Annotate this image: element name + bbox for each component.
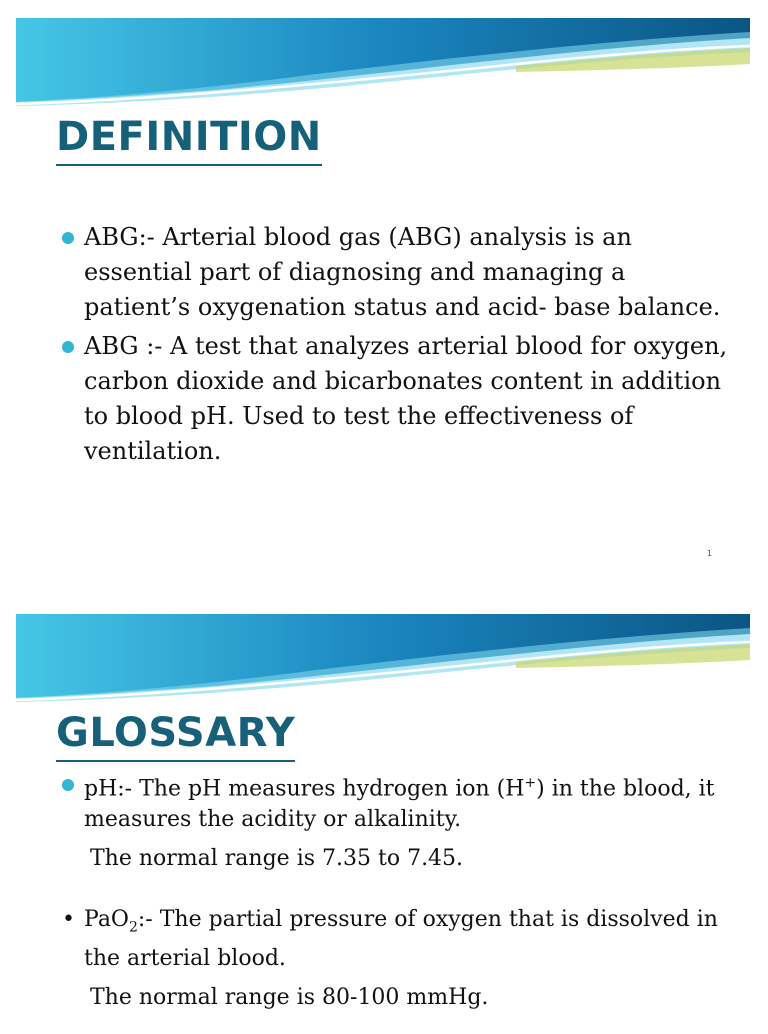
list-item (62, 220, 730, 325)
bullet-glyph: • (62, 907, 75, 932)
bullet-icon (62, 341, 74, 353)
glossary-entry-pao2 (62, 904, 736, 1013)
pao2-subscript: 2 (128, 919, 138, 936)
bullet-icon (62, 779, 74, 791)
pao2-normal-range: The normal range is 80-100 mmHg. (90, 985, 489, 1011)
page-title: GLOSSARY (56, 710, 295, 762)
slide-glossary (16, 614, 750, 1034)
slide-definition (16, 18, 750, 572)
header-wave-decoration (16, 614, 750, 704)
bullet-text: ABG :- A test that analyzes arterial blood for oxygen, carbon dioxide and bicarbonates content in addition to blood pH. Used to test the effectiveness of ventilation. (84, 332, 728, 465)
list-item (62, 329, 730, 469)
bullet-text: ABG:- Arterial blood gas (ABG) analysis is an essential part of diagnosing and managing a patient’s oxygenation status and acid- base balance. (84, 223, 721, 321)
ph-lead-text: pH:- The pH measures hydrogen ion (H (84, 776, 525, 802)
header-wave-decoration (16, 18, 750, 108)
list-item (62, 768, 736, 835)
glossary-entry-ph (62, 768, 736, 874)
pao2-tail-text: :- The partial pressure of oxygen that is dissolved in the arterial blood. (84, 907, 718, 972)
ph-tail-text: ) in the blood, it measures the acidity or alkalinity. (84, 776, 715, 833)
bullet-icon (62, 232, 74, 244)
ph-normal-range: The normal range is 7.35 to 7.45. (90, 846, 464, 872)
page-title: DEFINITION (56, 114, 322, 166)
list-item (62, 904, 736, 974)
pao2-lead-text: PaO (84, 907, 129, 932)
ph-superscript: + (524, 775, 537, 791)
page-number: 1 (706, 549, 712, 558)
definition-list (62, 220, 730, 473)
